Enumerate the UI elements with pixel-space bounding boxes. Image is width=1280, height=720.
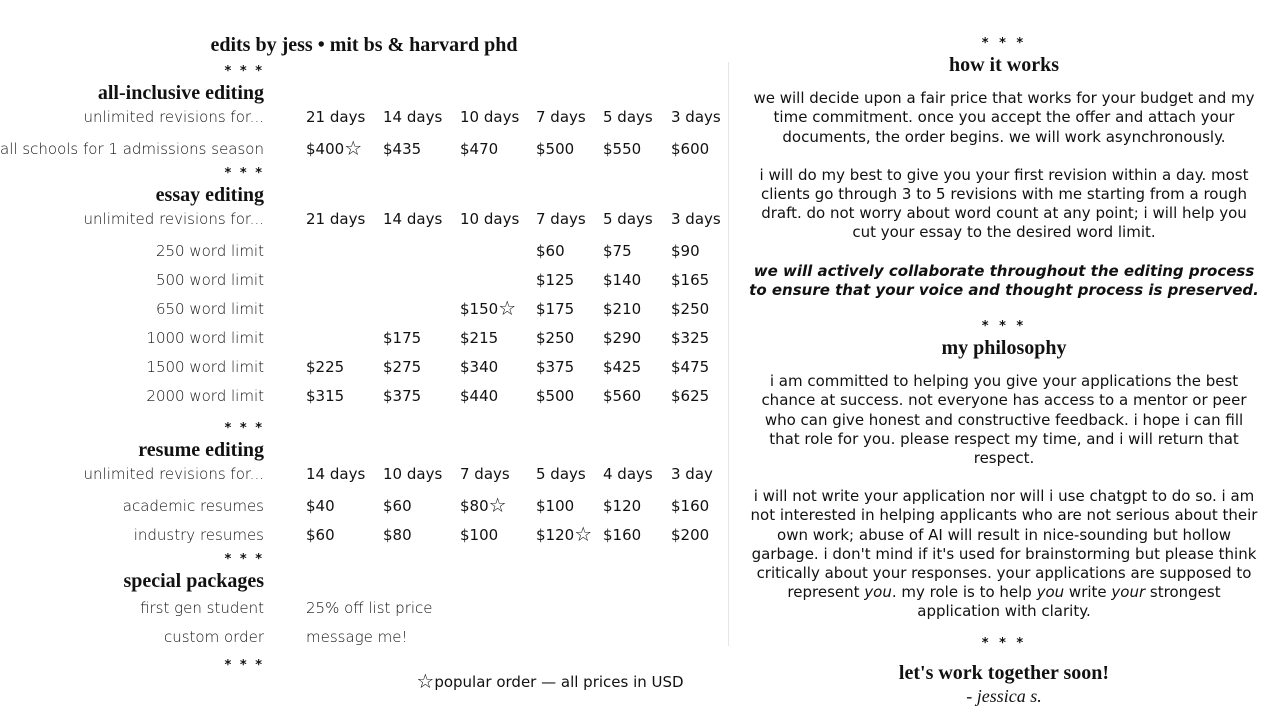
page-title: edits by jess • mit bs & harvard phd (210, 34, 518, 56)
footer-note: ☆popular order — all prices in USD (416, 669, 684, 693)
table-row: 250 word limit $60 $75 $90 (155, 242, 700, 260)
popular-star-icon: ☆ (574, 522, 593, 546)
separator: * * * (981, 319, 1027, 335)
popular-star-icon: ☆ (488, 493, 507, 517)
table-row: custom order message me! (163, 628, 408, 646)
philosophy-paragraph-2: i will not write your application nor will i use chatgpt to do so. i am not interested in helping applicants who are not serious about their own work; abuse of AI will result in nice-sounding but hollow garbage. i don't mind if it's used for brainstorming but please think critically about your responses. your applications are supposed to represent you. my role is to help you write your strongest application with clarity. (750, 487, 1258, 621)
how-paragraph-3: we will actively collaborate throughout the editing process to ensure that your voice and thought process is preserved. (749, 261, 1259, 299)
how-paragraph-1: we will decide upon a fair price that works for your budget and my time commitment. once you accept the offer and attach your documents, the order begins. we will work asynchronously. (753, 89, 1255, 146)
popular-star-icon: ☆ (498, 296, 517, 320)
price-list (0, 62, 728, 676)
table-row: academic resumes $40 $60 $80☆ $100 $120 $160 (122, 493, 710, 517)
info-column (748, 34, 1260, 707)
separator: * * * (224, 658, 264, 673)
separator: * * * (224, 421, 264, 436)
closing-text: let's work together soon! (898, 661, 1110, 684)
table-header: unlimited revisions for... 14 days 10 days 7 days 5 days 4 days 3 day (83, 465, 713, 483)
table-row: industry resumes $60 $80 $100 $120☆ $160 $200 (133, 522, 710, 546)
column-divider (728, 62, 729, 646)
table-row: all schools for 1 admissions season $400☆ $435 $470 $500 $550 $600 (0, 136, 710, 160)
table-row: first gen student 25% off list price (140, 599, 433, 617)
section-title-essay: essay editing (155, 184, 264, 206)
popular-star-icon: ☆ (416, 669, 435, 693)
section-title-resume: resume editing (138, 439, 264, 461)
separator: * * * (981, 36, 1027, 51)
signature: - jessica s. (966, 685, 1042, 706)
separator: * * * (224, 64, 264, 79)
table-row: 1500 word limit $225 $275 $340 $375 $425 $475 (146, 358, 710, 376)
table-header: unlimited revisions for... 21 days 14 days 10 days 7 days 5 days 3 days (83, 108, 721, 126)
how-paragraph-2: i will do my best to give you your first revision within a day. most clients go through 3 to 5 revisions with me starting from a rough draft. do not worry about word count at any point; i will help you cut your essay to the desired word limit. (759, 165, 1249, 242)
section-title-all-inclusive: all-inclusive editing (97, 82, 264, 104)
separator: * * * (224, 552, 264, 567)
separator: * * * (224, 166, 264, 181)
table-row: 500 word limit $125 $140 $165 (155, 271, 710, 289)
philosophy-paragraph-1: i am committed to helping you give your applications the best chance at success. not everyone has access to a mentor or peer who can give honest and constructive feedback. i hope i can fill that role for you. please respect my time, and i will return that respect. (761, 372, 1247, 468)
separator: * * * (981, 635, 1027, 651)
table-row: 650 word limit $150☆ $175 $210 $250 (155, 296, 710, 320)
section-title-special: special packages (123, 570, 264, 592)
table-row: 1000 word limit $175 $215 $250 $290 $325 (146, 329, 710, 347)
table-row: 2000 word limit $315 $375 $440 $500 $560 $625 (146, 387, 710, 405)
philosophy-title: my philosophy (941, 337, 1067, 360)
how-it-works-title: how it works (948, 54, 1059, 77)
table-header: unlimited revisions for... 21 days 14 days 10 days 7 days 5 days 3 days (83, 210, 721, 228)
popular-star-icon: ☆ (344, 136, 363, 160)
